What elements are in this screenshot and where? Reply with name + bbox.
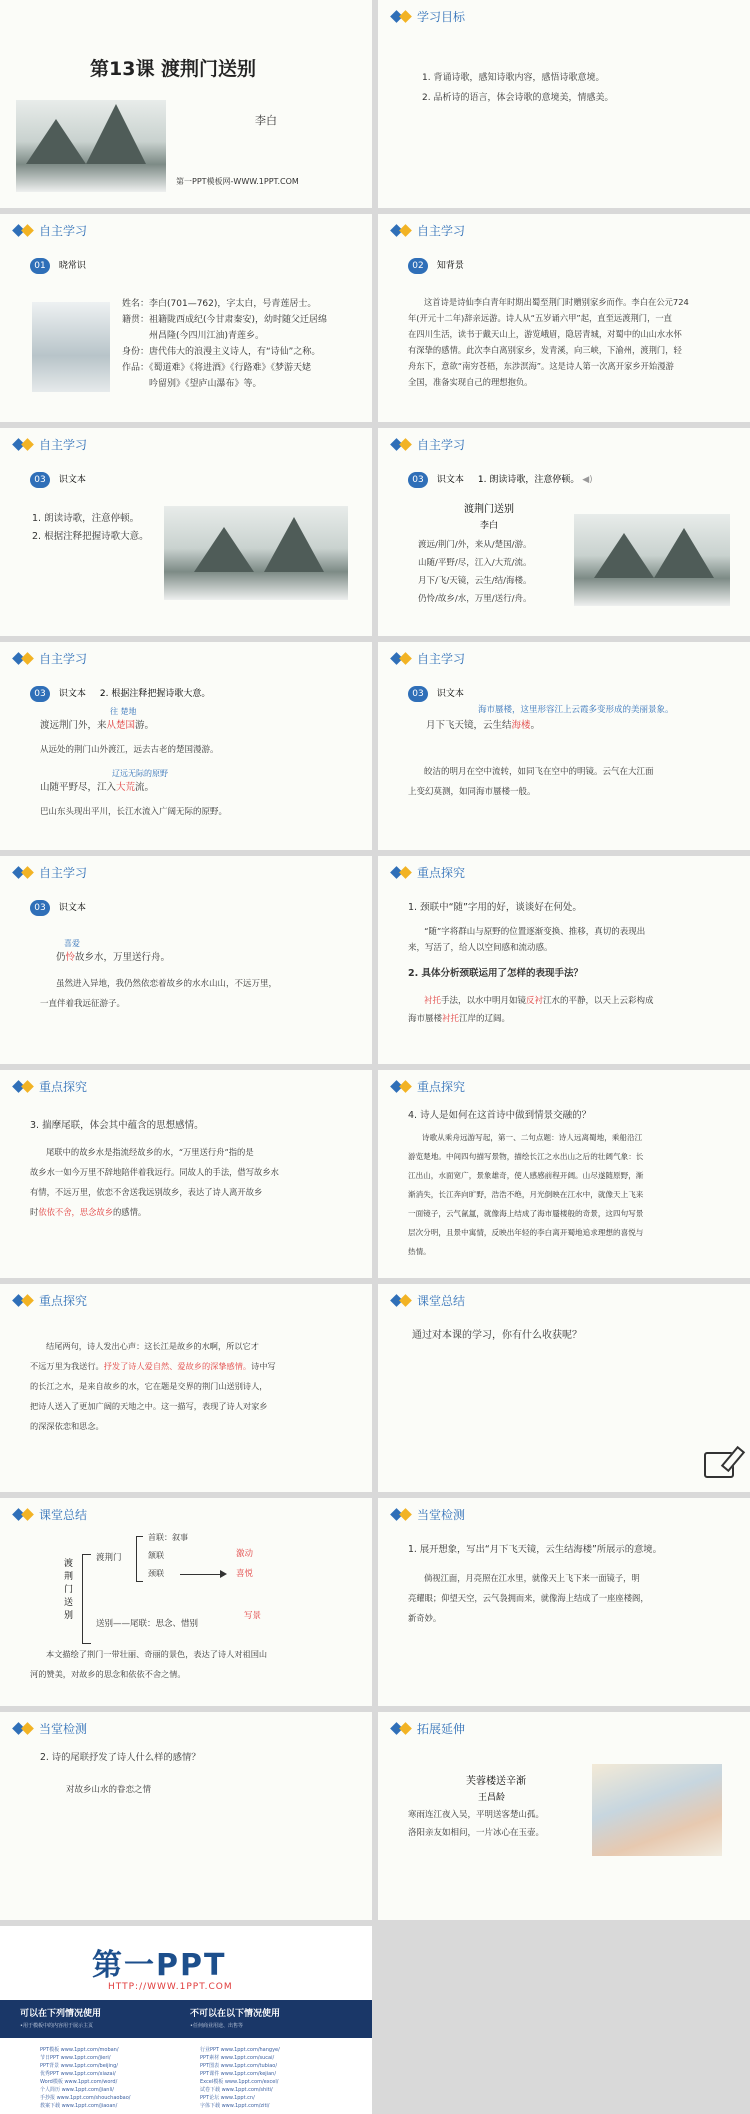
note-2: 辽远无际的原野 <box>112 769 168 778</box>
emotion-2: 喜悦 <box>236 1569 254 1579</box>
diamond-icon <box>14 1080 34 1094</box>
poet-portrait <box>32 302 110 392</box>
task-label: 1. 朗读诗歌，注意停顿。 <box>477 475 580 485</box>
link-item[interactable]: 教案下载 www.1ppt.com/jiaoan/ <box>40 2103 118 2109</box>
second-couplet: 颔联 <box>148 1551 164 1560</box>
question: 4. 诗人是如何在这首诗中做到情景交融的？ <box>408 1110 592 1121</box>
slide-common-knowledge <box>0 214 372 422</box>
slide-header: 拓展延伸 <box>392 1720 465 1737</box>
section-title: 识文本 <box>58 903 86 913</box>
section-title: 知背景 <box>436 261 464 271</box>
upper-branch: 渡荆门 <box>96 1553 122 1563</box>
slide-header: 自主学习 <box>14 650 87 667</box>
section-title: 识文本 <box>436 689 464 699</box>
link-item[interactable]: PPT图表 www.1ppt.com/tubiao/ <box>200 2063 278 2069</box>
slide-ad <box>0 1926 372 2114</box>
slide-text-tasks <box>0 428 372 636</box>
slide-summary-question <box>378 1284 750 1492</box>
cannot-use-title: 不可以在以下情况使用 <box>190 2009 281 2019</box>
diamond-icon <box>392 438 412 452</box>
slide-header: 自主学习 <box>14 222 87 239</box>
arrow-icon <box>180 1574 222 1575</box>
section-title: 识文本 <box>436 475 464 485</box>
objective-1: 1. 背诵诗歌，感知诗歌内容，感悟诗歌意境。 <box>422 73 605 83</box>
task-list: 1. 朗读诗歌，注意停顿。 2. 根据注释把握诗歌大意。 <box>32 513 149 542</box>
objective-2: 2. 品析诗的语言，体会诗歌的意境美，情感美。 <box>422 93 614 103</box>
link-item[interactable]: 个人简历 www.1ppt.com/jianli/ <box>40 2087 114 2093</box>
summary-text: 本文描绘了荆门一带壮丽、奇丽的景色，表达了诗人对祖国山 河的赞美，对故乡的思念和依依不舍之情。 <box>30 1649 268 1679</box>
poem-author: 王昌龄 <box>478 1793 506 1803</box>
brand-url: HTTP://WWW.1PPT.COM <box>108 1982 233 1992</box>
slide-key-inquiry-4 <box>0 1284 372 1492</box>
upper-bracket <box>136 1536 143 1582</box>
diamond-icon <box>14 224 34 238</box>
slide-header: 课堂总结 <box>14 1506 87 1523</box>
question-1: 1. 颈联中“随”字用的好，谈谈好在何处。 <box>408 902 582 913</box>
slide-header: 自主学习 <box>392 436 465 453</box>
diamond-icon <box>14 1722 34 1736</box>
translation-2: 巴山东头现出平川，长江水流入广阔无际的原野。 <box>40 807 228 817</box>
section-number: 03 <box>408 472 428 488</box>
note-1: 往 楚地 <box>110 707 137 716</box>
section-number: 03 <box>30 686 50 702</box>
brand-logo: 第一PPT <box>92 1948 227 1983</box>
diamond-icon <box>392 1722 412 1736</box>
poem-title: 渡荆门送别 <box>464 504 514 515</box>
slide-title <box>0 0 372 208</box>
write-scenery: 写景 <box>244 1611 262 1621</box>
slide-header: 重点探究 <box>392 864 465 881</box>
slide-check-1 <box>378 1498 750 1706</box>
translation: 虽然进入异地，我仍然依恋着故乡的水水山山，不远万里， 一直伴着我远征游子。 <box>40 979 278 1009</box>
diamond-icon <box>392 866 412 880</box>
question: 1. 展开想象，写出“月下飞天镜，云生结海楼”所展示的意境。 <box>408 1544 662 1555</box>
diamond-icon <box>392 1294 412 1308</box>
question: 3. 揣摩尾联，体会其中蕴含的思想感情。 <box>30 1120 204 1131</box>
poem-author: 李白 <box>480 521 499 531</box>
slide-header: 自主学习 <box>392 650 465 667</box>
answer: 倘视江面，月亮照在江水里，就像天上飞下来一面镜子，明 亮耀眼；仰望天空，云气袅拥而来，就像海上结成了一座座楼阁， 新奇妙。 <box>408 1573 649 1623</box>
link-item[interactable]: 试卷下载 www.1ppt.com/shiti/ <box>200 2087 273 2093</box>
note: 海市蜃楼，这里形容江上云霞多变形成的美丽景象。 <box>478 705 674 715</box>
note: 喜爱 <box>64 939 80 948</box>
slide-annotation-2 <box>378 642 750 850</box>
link-item[interactable]: 优秀PPT www.1ppt.com/xiazai/ <box>40 2071 116 2077</box>
answer-1: “随”字将群山与原野的位置逐渐变换、推移，真切的表现出 来，写活了，给人以空间感和流动感。 <box>408 927 646 953</box>
slide-extension <box>378 1712 750 1920</box>
answer-2: 衬托手法，以水中明月如镜反衬江水的平静，以天上云彩构成 海市蜃楼衬托江岸的辽阔。 <box>408 996 654 1024</box>
translation: 皎洁的明月在空中流转，如同飞在空中的明镜。云气在大江面 上变幻莫测，如同海市蜃楼一般。 <box>408 767 654 797</box>
answer: 对故乡山水的眷恋之情 <box>66 1785 152 1795</box>
slide-header: 重点探究 <box>14 1078 87 1095</box>
bio-list: 姓名：李白(701—762)，字太白，号青莲居士。 籍贯：祖籍陇西成纪(今甘肃秦安)，幼时随父迁居绵 州昌隆(今四川江油)青莲乡。 身份：唐代伟大的浪漫主义诗人，有“诗仙”之称。 作品：《蜀道难》《将进酒》《行路难》《梦游天姥 吟留别》《望庐山瀑布》等。 <box>122 299 328 389</box>
slide-check-2 <box>0 1712 372 1920</box>
diagram-bracket <box>82 1554 91 1644</box>
lesson-title: 第13课 渡荆门送别 <box>90 58 257 80</box>
slide-summary-diagram <box>0 1498 372 1706</box>
first-couplet: 首联：叙事 <box>148 1533 188 1542</box>
section-title: 晓常识 <box>58 261 86 271</box>
arrow-head <box>220 1570 227 1578</box>
credit-text: 第一PPT模板网-WWW.1PPT.COM <box>176 177 299 186</box>
slide-key-inquiry-1 <box>378 856 750 1064</box>
poem-title: 芙蓉楼送辛渐 <box>466 1776 526 1787</box>
section-title: 识文本 <box>58 689 86 699</box>
slide-header: 课堂总结 <box>392 1292 465 1309</box>
landscape-painting <box>164 506 348 600</box>
answer: 诗歌从乘舟远游写起，第一、二句点题：诗人远离蜀地，乘船沿江 游览楚地。中间四句描写景物，描绘长江之水出山之后的壮阔气象：长 江出山，水面宽广，景象雄奇，使人感感前程开阔。山尽遂随原野，渐 渐消失，长江奔向旷野，浩浩不绝，月光倒映在江水中，就像天上飞来 一面镜子，云气氤氲，就像海上结成了海市蜃楼般的奇景，这四句写景 层次分明，且景中寓情，反映出年轻的李白离开蜀地追求理想的喜悦与 热情。 <box>408 1133 644 1256</box>
speaker-icon[interactable]: ◀) <box>582 475 593 485</box>
figure-painting <box>592 1764 722 1856</box>
link-item[interactable]: PPT素材 www.1ppt.com/sucai/ <box>200 2055 275 2061</box>
answer: 结尾两句，诗人发出心声：这长江是故乡的水啊，所以它才 不远万里为我送行。抒发了诗人爱自然、爱故乡的深挚感情。诗中写 的长江之水，是来自故乡的水，它在题是交界的荆门山送别诗人， 把诗人送入了更加广阔的天地之中。这一描写，表现了诗人对家乡 的深深依恋和思念。 <box>30 1341 276 1431</box>
question: 2. 诗的尾联抒发了诗人什么样的感情？ <box>40 1752 201 1763</box>
link-item[interactable]: 字体下载 www.1ppt.com/ziti/ <box>200 2103 270 2109</box>
diamond-icon <box>14 1294 34 1308</box>
third-couplet: 颈联 <box>148 1569 164 1578</box>
slide-header: 自主学习 <box>14 436 87 453</box>
diamond-icon <box>392 652 412 666</box>
lower-branch: 送别——尾联：思念、惜别 <box>96 1619 199 1629</box>
poem-lines: 渡远/荆门/外，来从/楚国/游。 山随/平野/尽，江入/大荒/流。 月下/飞/天镜，云生/结/海楼。 仍怜/故乡/水，万里/送行/舟。 <box>418 540 532 604</box>
usage-banner <box>0 2000 372 2038</box>
link-item[interactable]: 手抄报 www.1ppt.com/shouchaobao/ <box>40 2095 131 2101</box>
slide-key-inquiry-2 <box>0 1070 372 1278</box>
slide-annotation-3 <box>0 856 372 1064</box>
diamond-icon <box>392 10 412 24</box>
poem-line: 仍怜故乡水，万里送行舟。 <box>56 952 171 963</box>
diamond-icon <box>392 1080 412 1094</box>
poem-line-2: 山随平野尽，江入大荒流。 <box>40 782 155 793</box>
diamond-icon <box>14 652 34 666</box>
link-item[interactable]: 节日PPT www.1ppt.com/jieri/ <box>40 2055 111 2061</box>
slide-header: 当堂检测 <box>14 1720 87 1737</box>
section-number: 03 <box>408 686 428 702</box>
task-label: 2. 根据注释把握诗歌大意。 <box>99 689 211 699</box>
slide-objectives <box>378 0 750 208</box>
slide-background <box>378 214 750 422</box>
slide-header: 重点探究 <box>392 1078 465 1095</box>
link-list <box>40 2046 360 2110</box>
can-use-title: 可以在下列情况使用 <box>20 2009 102 2019</box>
emotion-1: 激动 <box>236 1549 254 1559</box>
cannot-use-note: •任何商业用途、出售等 <box>190 2023 243 2029</box>
section-number: 02 <box>408 258 428 274</box>
slide-header: 自主学习 <box>14 864 87 881</box>
summary-question: 通过对本课的学习，你有什么收获呢？ <box>412 1330 582 1341</box>
poem-line: 月下飞天镜，云生结海楼。 <box>426 720 541 731</box>
link-item[interactable]: Word模板 www.1ppt.com/word/ <box>40 2079 118 2085</box>
background-text: 这首诗是诗仙李白青年时期出蜀至荆门时赠别家乡而作。李白在公元724 年(开元十二年)辞亲远游。诗人从“五岁诵六甲”起，直至远渡荆门，一直 在四川生活，读书于戴天山上，游览峨眉，隐居青城，对蜀中的山山水水怀 有深挚的感情。此次李白离别家乡，发青溪，向三峡，下渝州，渡荆门，轻 舟东下，意欲“南穷苍梧，东涉溟海”。这是诗人第一次离开家乡开始漫游 全国，准备实现自己的理想抱负。 <box>408 297 689 387</box>
link-item[interactable]: 行业PPT www.1ppt.com/hangye/ <box>200 2047 280 2053</box>
diamond-icon <box>14 1508 34 1522</box>
author-name: 李白 <box>255 114 277 127</box>
poem-line-1: 渡远荆门外，来从楚国游。 <box>40 720 155 731</box>
section-number: 03 <box>30 472 50 488</box>
diamond-icon <box>14 866 34 880</box>
slide-header: 当堂检测 <box>392 1506 465 1523</box>
question-2: 2. 具体分析颈联运用了怎样的表现手法？ <box>408 968 584 979</box>
link-item[interactable]: Excel模板 www.1ppt.com/excel/ <box>200 2079 279 2085</box>
answer: 尾联中的故乡水是指流经故乡的水，“万里送行舟”指的是 故乡水一如今万里不辞地陪伴着我远行。同故人的手法，借写故乡水 有情，不远万里，依恋不舍送我远别故乡，表达了诗人离开故乡 时依依不舍，思念故乡的感情。 <box>30 1147 279 1217</box>
link-item[interactable]: PPT模板 www.1ppt.com/moban/ <box>40 2047 119 2053</box>
link-item[interactable]: PPT论坛 www.1ppt.cn/ <box>200 2095 255 2101</box>
diamond-icon <box>392 224 412 238</box>
section-number: 01 <box>30 258 50 274</box>
slide-poem-reading <box>378 428 750 636</box>
diamond-icon <box>392 1508 412 1522</box>
translation-1: 从远处的荆门山外渡江，远去古老的楚国漫游。 <box>40 745 219 755</box>
section-number: 03 <box>30 900 50 916</box>
slide-annotation-1 <box>0 642 372 850</box>
link-item[interactable]: PPT背景 www.1ppt.com/beijing/ <box>40 2063 118 2069</box>
diagram-root: 渡荆门送别 <box>64 1559 74 1621</box>
poem-lines: 寒雨连江夜入吴，平明送客楚山孤。 洛阳亲友如相问，一片冰心在玉壶。 <box>408 1810 545 1838</box>
link-item[interactable]: PPT课件 www.1ppt.com/kejian/ <box>200 2071 277 2077</box>
slide-header: 重点探究 <box>14 1292 87 1309</box>
landscape-painting <box>16 100 166 192</box>
can-use-note: •用于模板中的内容用于展示主页 <box>20 2023 93 2029</box>
landscape-painting <box>574 514 730 606</box>
slide-key-inquiry-3 <box>378 1070 750 1278</box>
section-title: 识文本 <box>58 475 86 485</box>
diamond-icon <box>14 438 34 452</box>
slide-header: 自主学习 <box>392 222 465 239</box>
slide-header: 学习目标 <box>392 8 465 25</box>
pen-icon <box>704 1452 734 1478</box>
